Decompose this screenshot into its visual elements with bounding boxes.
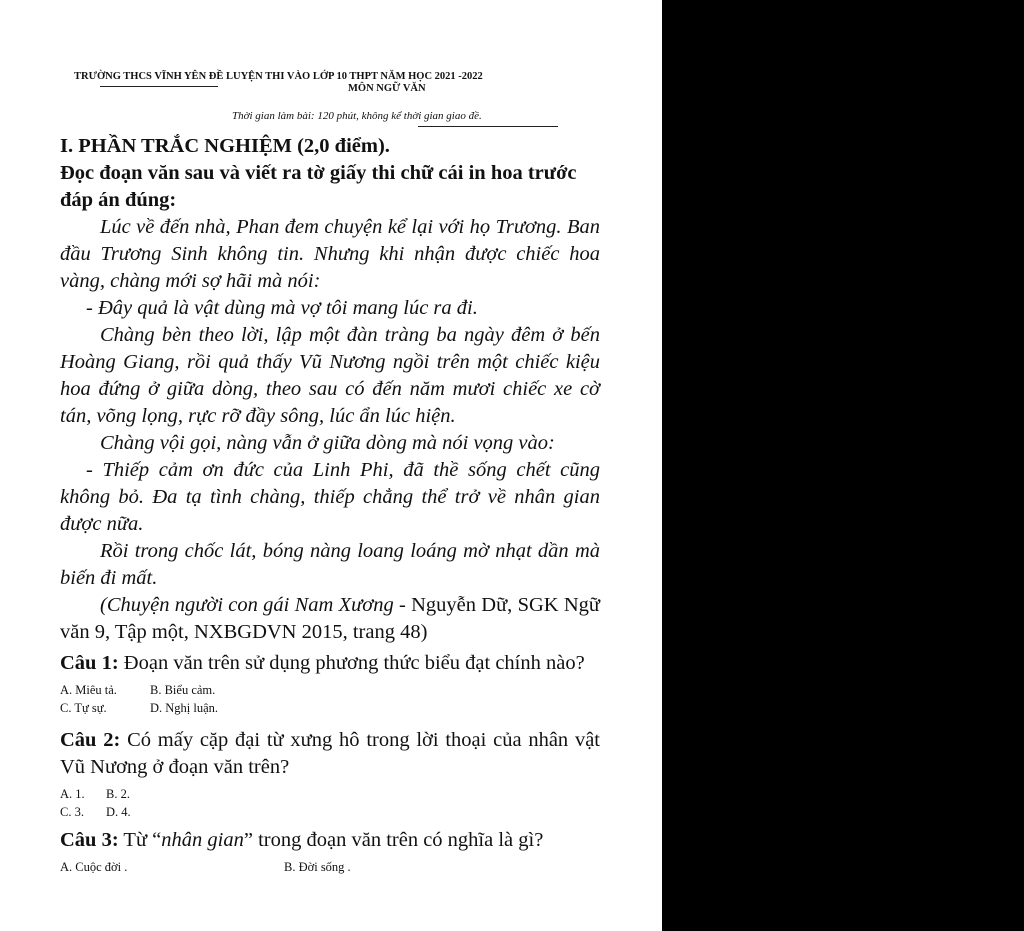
passage-paragraph: Lúc về đến nhà, Phan đem chuyện kể lại với họ Trương. Ban đầu Trương Sinh không tin. Nhưng khi nhận được chiếc hoa vàng, chàng mới sợ hãi mà nói:	[60, 216, 600, 292]
option-b: B. Biểu cảm.	[150, 683, 216, 697]
passage-paragraph: Chàng bèn theo lời, lập một đàn tràng ba ngày đêm ở bến Hoàng Giang, rồi quả thấy Vũ Nương ngồi trên một chiếc kiệu hoa đứng ở giữa dòng, theo sau có đến năm mươi chiếc xe cờ tán, võng lọng, rực rỡ đầy sông, lúc ẩn lúc hiện.	[60, 324, 600, 427]
option-d: D. 4.	[106, 805, 131, 819]
source-title: (Chuyện người con gái Nam Xương	[100, 594, 394, 616]
option-d: D. Nghị luận.	[150, 701, 219, 715]
exam-content	[60, 133, 600, 876]
question-1	[60, 650, 600, 677]
question-label: Câu 1:	[60, 652, 119, 674]
question-text: Từ “	[118, 829, 162, 851]
option-b: B. 2.	[106, 787, 130, 801]
question-1-options	[60, 681, 600, 717]
passage-source	[60, 592, 600, 646]
subject-title: MÔN NGỮ VĂN	[348, 83, 426, 94]
question-label: Câu 3:	[60, 829, 119, 851]
question-3	[60, 827, 600, 854]
exam-title: ĐỀ LUYỆN THI VÀO LỚP 10 THPT NĂM HỌC 2021 -2022	[208, 71, 483, 82]
question-text: Đoạn văn trên sử dụng phương thức biểu đạt chính nào?	[118, 652, 585, 674]
passage-dialog: - Đây quả là vật dùng mà vợ tôi mang lúc ra đi.	[86, 297, 478, 319]
option-c: C. 3.	[60, 805, 84, 819]
exam-header	[74, 71, 483, 82]
option-a: A. 1.	[60, 787, 85, 801]
time-note: Thời gian làm bài: 120 phút, không kể thời gian giao đề.	[232, 110, 482, 122]
option-a: A. Miêu tả.	[60, 683, 117, 697]
instruction: Đọc đoạn văn sau và viết ra tờ giấy thi chữ cái in hoa trước đáp án đúng:	[60, 162, 577, 211]
source-details: - Nguyễn Dữ, SGK Ngữ văn 9, Tập một, NXBGDVN 2015, trang 48)	[60, 594, 601, 643]
option-c: C. Tự sự.	[60, 701, 107, 715]
option-b: B. Đời sống .	[284, 860, 351, 874]
question-text-end: ” trong đoạn văn trên có nghĩa là gì?	[243, 829, 544, 851]
question-text: Có mấy cặp đại từ xưng hô trong lời thoại của nhân vật Vũ Nương ở đoạn văn trên?	[60, 729, 600, 778]
school-underline	[100, 86, 218, 87]
section-title: I. PHẦN TRẮC NGHIỆM (2,0 điểm).	[60, 135, 390, 157]
passage-paragraph: Rồi trong chốc lát, bóng nàng loang loáng mờ nhạt dần mà biến đi mất.	[60, 540, 600, 589]
time-underline	[418, 126, 558, 127]
question-2	[60, 727, 600, 781]
school-name: TRƯỜNG THCS VĨNH YÊN	[74, 71, 207, 82]
question-quoted-term: nhân gian	[161, 829, 244, 851]
option-a: A. Cuộc đời .	[60, 860, 128, 874]
question-3-options	[60, 858, 600, 876]
passage-paragraph: Chàng vội gọi, nàng vẫn ở giữa dòng mà nói vọng vào:	[100, 432, 555, 454]
question-2-options	[60, 785, 600, 821]
question-label: Câu 2:	[60, 729, 121, 751]
passage-dialog: - Thiếp cảm ơn đức của Linh Phi, đã thề sống chết cũng không bỏ. Đa tạ tình chàng, thiếp chẳng thể trở về nhân gian được nữa.	[60, 459, 600, 535]
black-margin	[662, 0, 1024, 931]
